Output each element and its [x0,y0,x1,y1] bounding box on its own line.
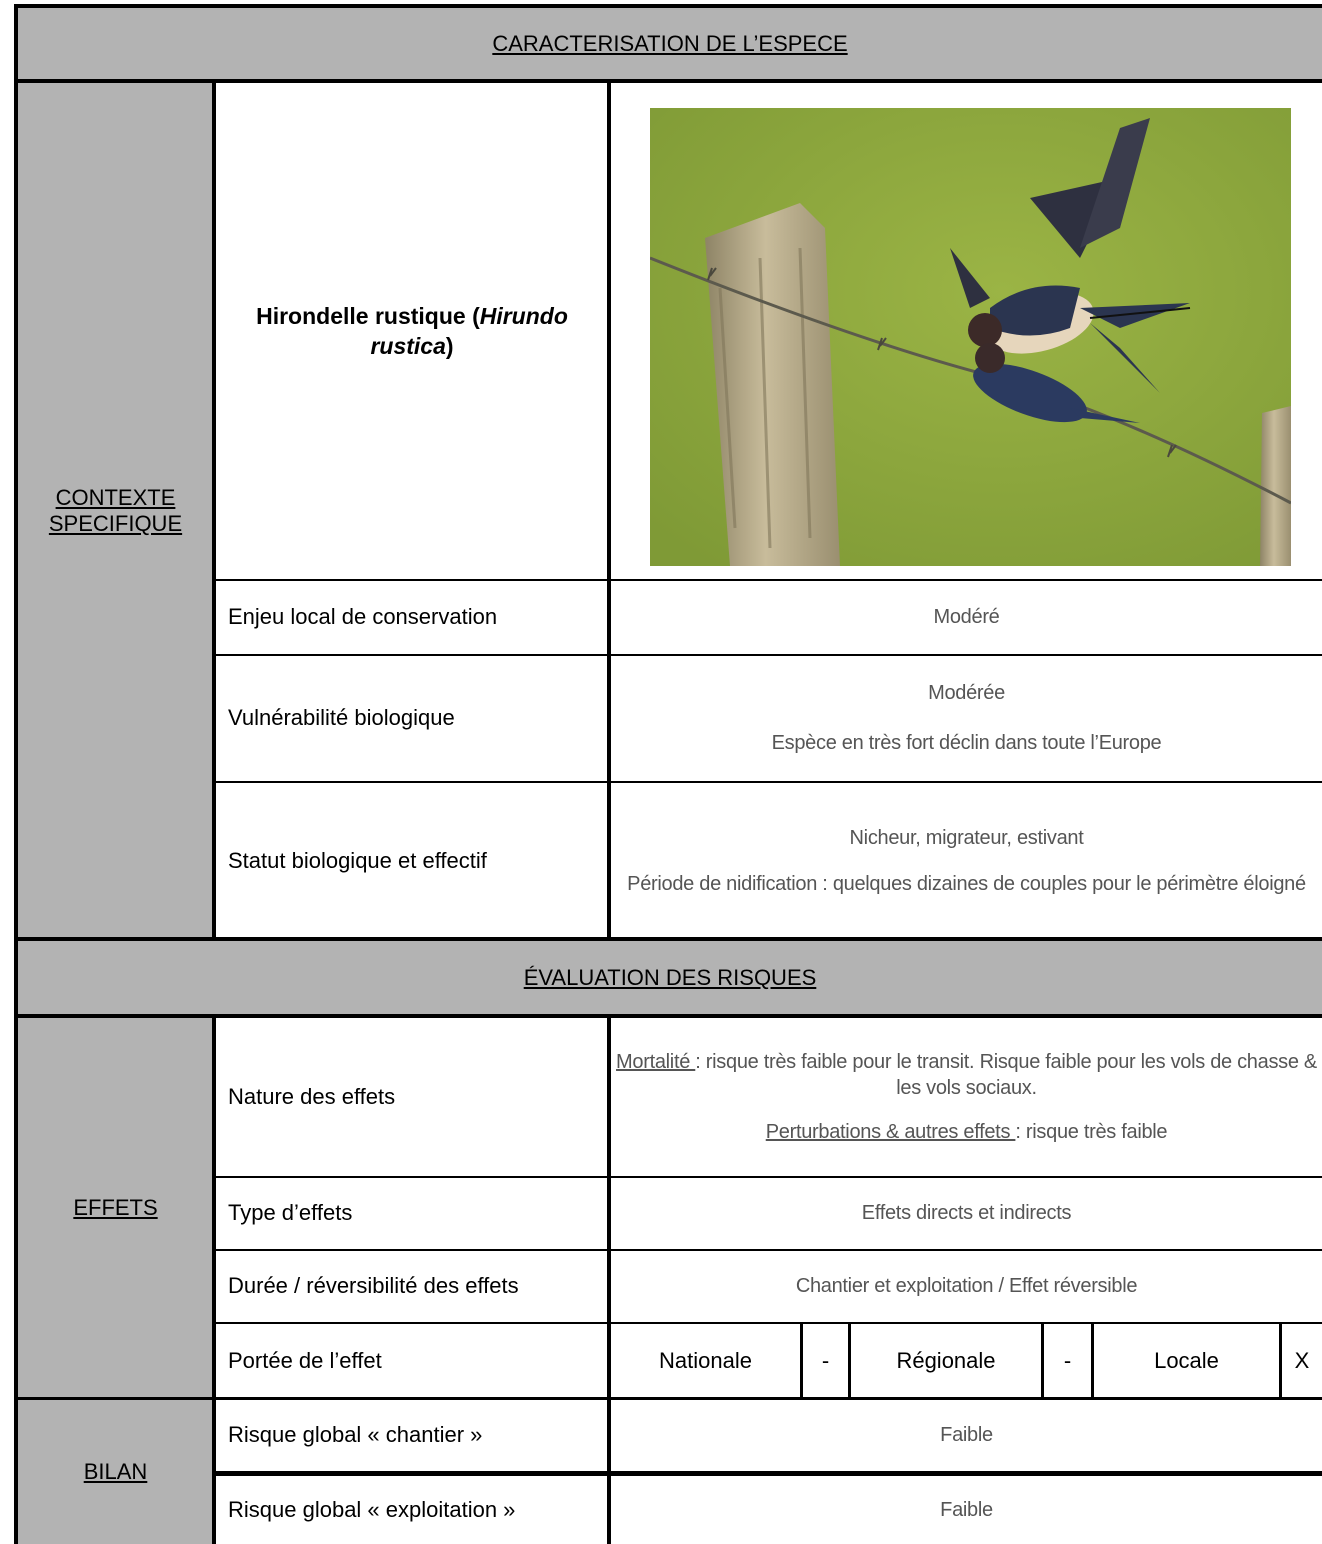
effets-label [18,1018,213,1397]
rule-header2-bottom [14,1014,1322,1018]
barn-swallow-photo [650,108,1291,566]
bilan-label [18,1400,213,1544]
rule-effets-bottom [14,1397,1322,1400]
species-common-name: Hirondelle rustique ( [256,302,480,329]
value-nature-line1 [615,1049,1318,1101]
label-portee [216,1324,608,1397]
portee-nationale-text: Nationale [659,1347,752,1373]
portee-locale [1094,1324,1279,1397]
value-type-text: Effets directs et indirects [861,1202,1072,1224]
contexte-specifique-label [18,83,213,938]
value-risque-chantier [611,1400,1322,1470]
value-duree [611,1251,1322,1321]
effets-label-text: EFFETS [73,1194,158,1220]
label-duree [216,1251,608,1321]
rule-portee-v3 [1041,1323,1044,1398]
perturbations-text: : risque très faible [1015,1120,1168,1143]
label-enjeu-text: Enjeu local de conservation [228,604,498,629]
portee-locale-mark [1282,1324,1322,1397]
label-duree-text: Durée / réversibilité des effets [228,1273,519,1298]
value-duree-text: Chantier et exploitation / Effet réversible [795,1275,1138,1297]
rule-enjeu-bottom [214,654,1322,656]
mortalite-label: Mortalité [616,1050,696,1073]
portee-regionale-text: Régionale [896,1347,996,1373]
species-latin-genus: Hirundo [479,302,568,329]
rule-portee-v1 [800,1323,803,1398]
rule-chantier-bottom [214,1471,1322,1476]
value-statut [611,783,1322,938]
value-enjeu [611,581,1322,653]
species-latin-species: rustica [370,332,446,359]
value-vulnerabilite [611,656,1322,780]
portee-locale-text: Locale [1154,1347,1219,1373]
label-risque-exploitation [216,1476,608,1544]
rule-duree-bottom [214,1322,1322,1324]
value-statut-line1: Nicheur, migrateur, estivant [849,826,1084,849]
species-name-text [256,301,568,361]
label-nature [216,1018,608,1175]
rule-species-bottom [214,579,1322,581]
bilan-label-text: BILAN [83,1459,148,1484]
value-enjeu-text: Modéré [933,606,1000,628]
rule-col2-effets [607,1016,611,1544]
species-name [216,83,608,578]
value-vulnerabilite-line1: Modérée [928,682,1005,704]
label-vulnerabilite-text: Vulnérabilité biologique [228,705,455,730]
value-vulnerabilite-line2: Espèce en très fort déclin dans toute l’Europe [771,732,1162,754]
value-risque-exploitation-text: Faible [940,1499,993,1521]
rule-col1-effets [212,1016,216,1544]
contexte-label-line2: SPECIFIQUE [48,510,183,536]
label-vulnerabilite [216,656,608,780]
rule-vulnerabilite-bottom [214,781,1322,783]
section-header-evaluation [18,941,1322,1015]
rule-header1-bottom [14,79,1322,83]
rule-portee-v2 [848,1323,851,1398]
value-nature [611,1018,1322,1175]
label-type [216,1178,608,1248]
label-type-text: Type d’effets [228,1200,353,1225]
label-statut [216,783,608,938]
portee-regionale-mark-text: - [1063,1347,1072,1373]
photo-drawing [650,108,1291,566]
portee-regionale-mark [1044,1324,1091,1397]
section-header-caracterisation-text: CARACTERISATION DE L’ESPECE [492,30,848,56]
mortalite-text: : risque très faible pour le transit. Risque faible pour les vols de chasse & les vols sociaux. [695,1050,1317,1099]
rule-col1 [212,81,216,940]
rule-col2 [607,81,611,940]
label-nature-text: Nature des effets [228,1083,396,1109]
perturbations-label: Perturbations & autres effets [765,1120,1016,1143]
value-risque-chantier-text: Faible [940,1424,993,1446]
label-risque-exploitation-text: Risque global « exploitation » [228,1497,516,1522]
portee-nationale [611,1324,800,1397]
rule-nature-bottom [214,1176,1322,1178]
portee-regionale [851,1324,1041,1397]
label-risque-chantier [216,1400,608,1470]
label-statut-text: Statut biologique et effectif [228,847,487,873]
species-name-close: ) [445,332,454,359]
section-header-evaluation-text: ÉVALUATION DES RISQUES [523,965,817,990]
rule-header2-top [14,937,1322,941]
label-risque-chantier-text: Risque global « chantier » [228,1422,483,1447]
portee-nationale-mark [803,1324,848,1397]
rule-portee-v5 [1279,1323,1282,1398]
label-portee-text: Portée de l’effet [228,1347,382,1373]
portee-nationale-mark-text: - [821,1347,830,1373]
portee-locale-mark-text: X [1294,1347,1310,1373]
value-risque-exploitation [611,1476,1322,1544]
border-left [14,4,18,1544]
section-header-caracterisation [18,7,1322,80]
value-type [611,1178,1322,1248]
value-nature-line2 [766,1119,1168,1145]
label-enjeu [216,581,608,653]
border-top [14,4,1322,8]
value-statut-line2: Période de nidification : quelques dizaines de couples pour le périmètre éloigné [627,872,1306,895]
rule-type-bottom [214,1249,1322,1251]
contexte-label-line1: CONTEXTE [55,484,176,510]
rule-portee-v4 [1091,1323,1094,1398]
